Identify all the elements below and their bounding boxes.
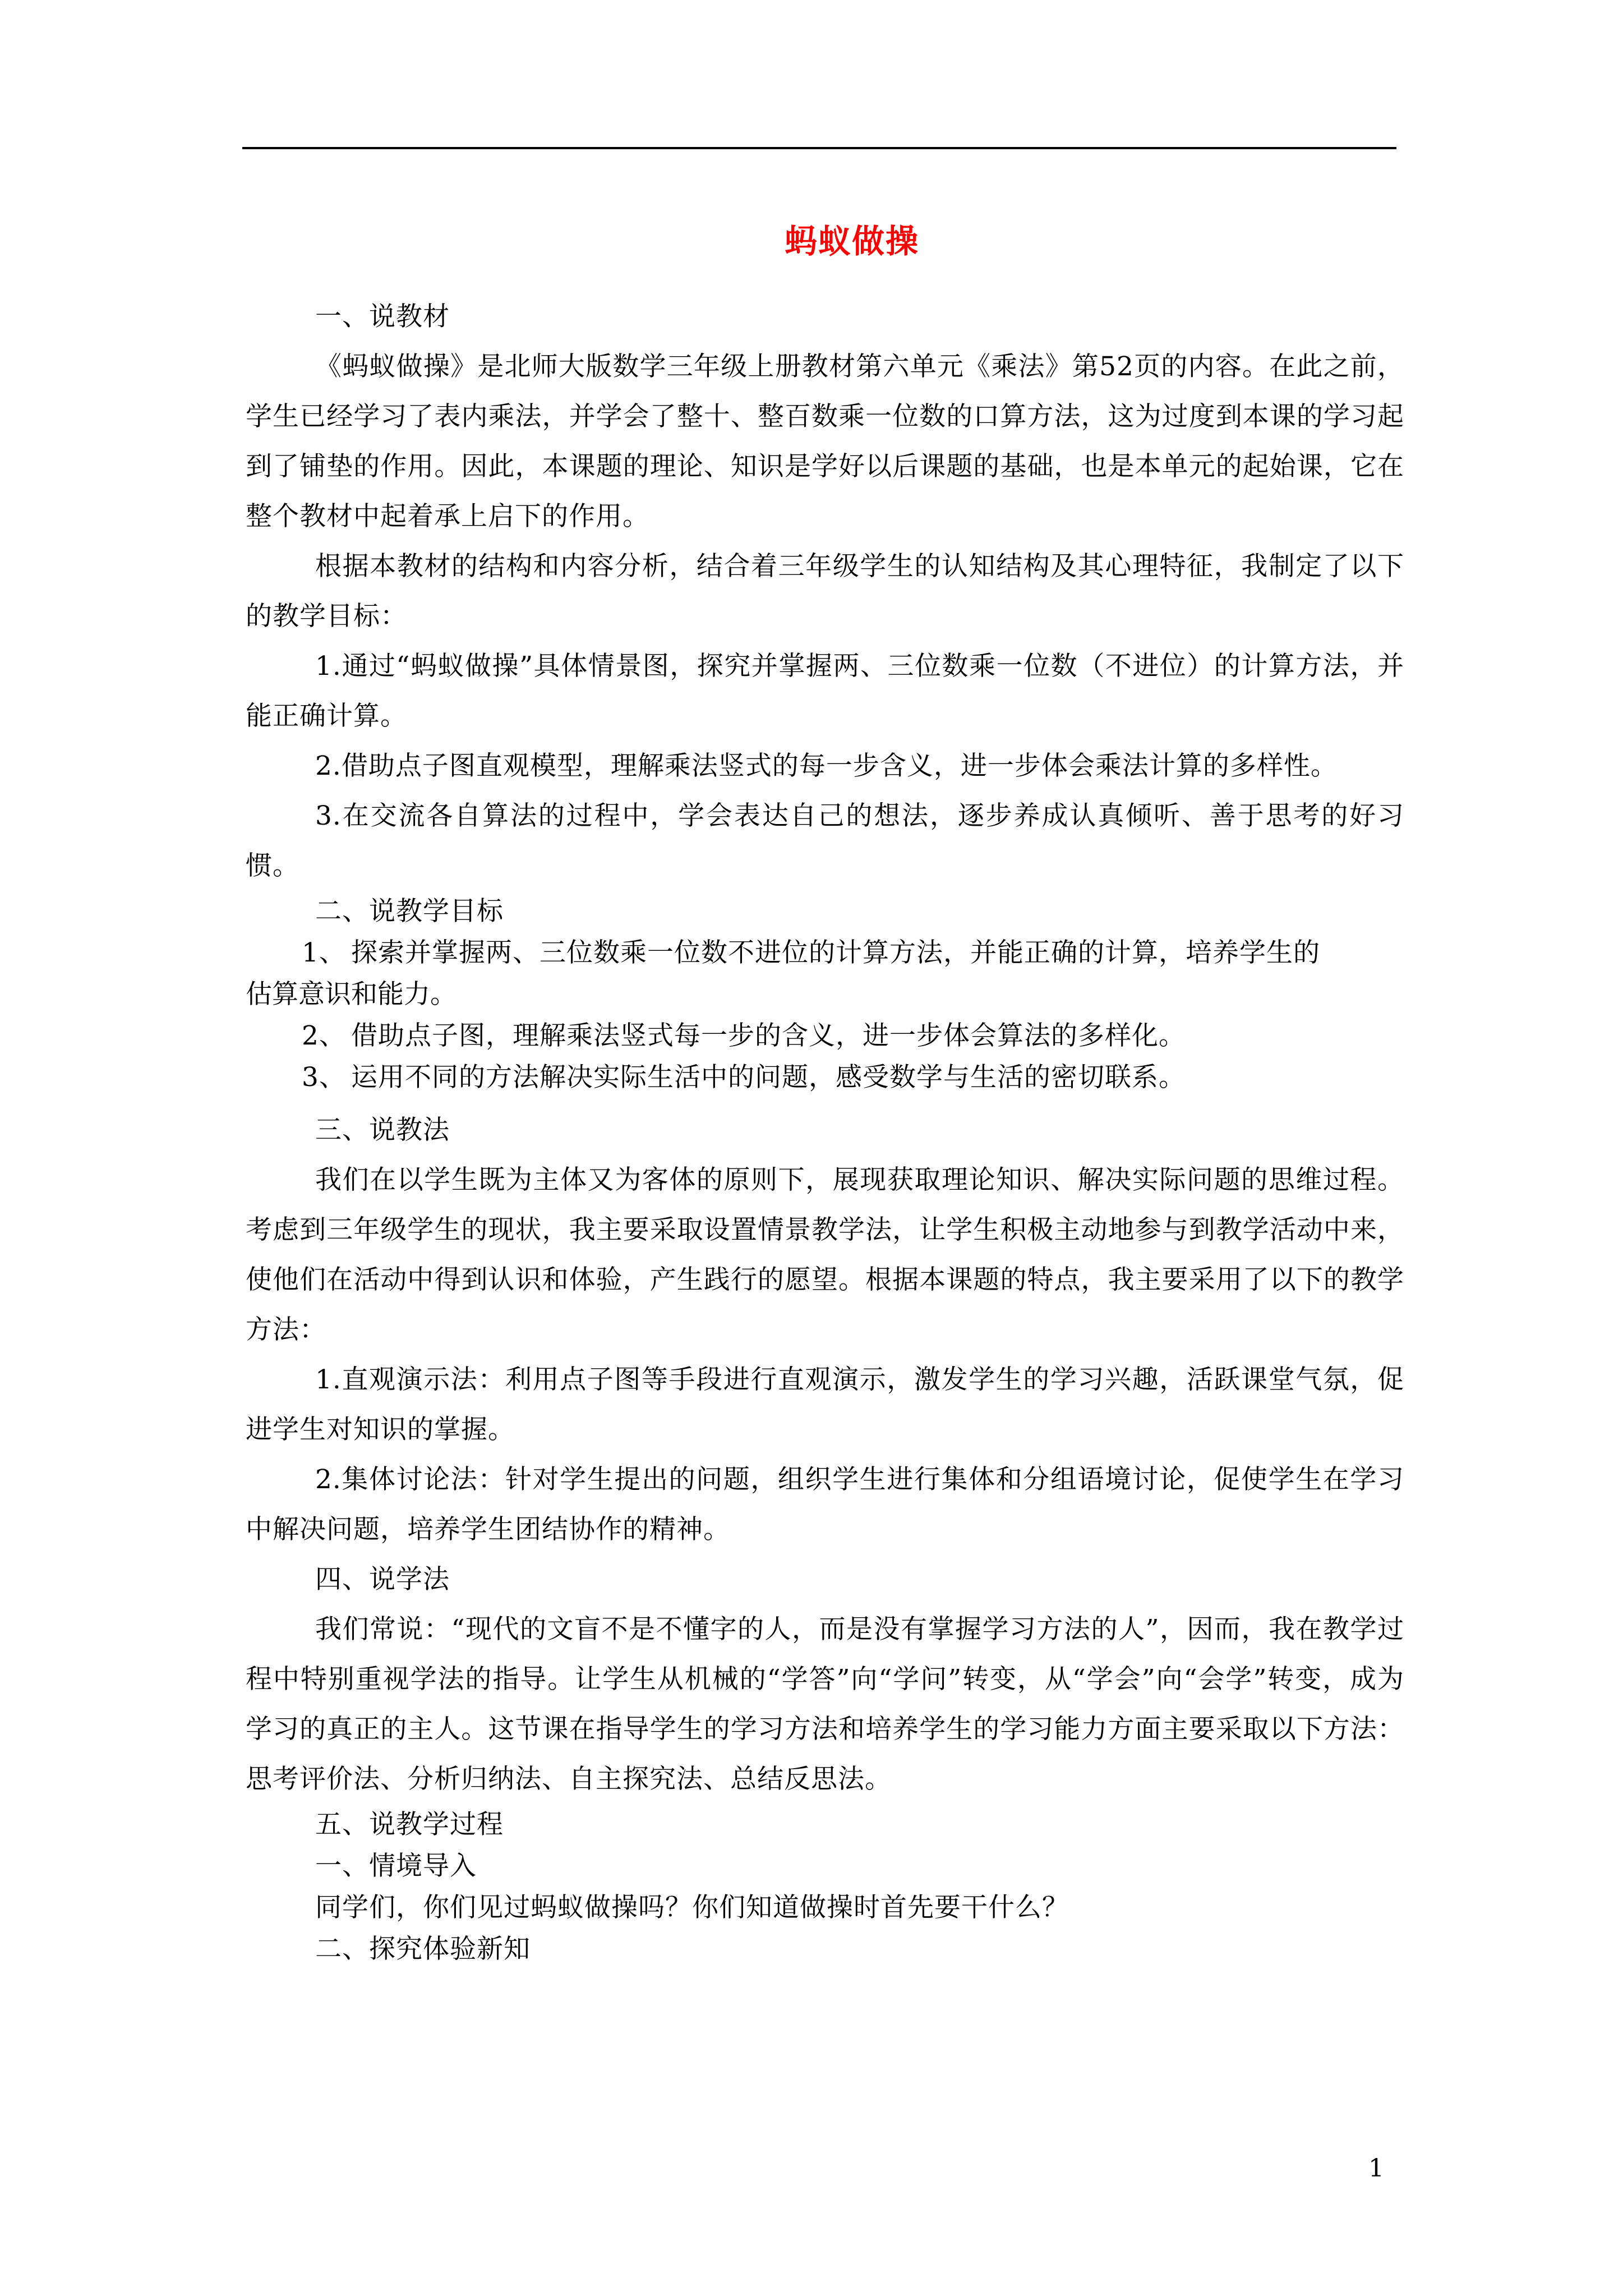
page-number: 1: [1368, 2154, 1384, 2183]
list-item: [246, 1015, 1404, 1057]
list-number: 3、: [302, 1062, 346, 1093]
paragraph: 我们在以学生既为主体又为客体的原则下，展现获取理论知识、解决实际问题的思维过程。考虑到三年级学生的现状，我主要采取设置情景教学法，让学生积极主动地参与到教学活动中来，使他们在活动中得到认识和体验，产生践行的愿望。根据本课题的特点，我主要采用了以下的教学方法：: [246, 1165, 1404, 1345]
list-number: 2、: [302, 1020, 346, 1051]
goal-item: 3.在交流各自算法的过程中，学会表达自己的想法，逐步养成认真倾听、善于思考的好习惯。: [246, 800, 1404, 881]
section-heading-1: 一、说教材: [315, 301, 450, 332]
header-rule: [242, 147, 1396, 149]
section-heading-3: 三、说教法: [315, 1115, 450, 1145]
paragraph: 我们常说：“现代的文盲不是不懂字的人，而是没有掌握学习方法的人”，因而，我在教学过程中特别重视学法的指导。让学生从机械的“学答”向“学问”转变，从“学会”向“会学”转变，成为学习的真正的主人。这节课在指导学生的学习方法和培养学生的学习能力方面主要采取以下方法：思考评价法、分析归纳法、自主探究法、总结反思法。: [246, 1614, 1404, 1795]
list-text: 运用不同的方法解决实际生活中的问题，感受数学与生活的密切联系。: [351, 1062, 1186, 1093]
paragraph: 同学们，你们见过蚂蚁做操吗？你们知道做操时首先要干什么？: [315, 1892, 1069, 1923]
section-heading-4: 四、说学法: [315, 1564, 450, 1595]
subsection-heading: 二、探究体验新知: [315, 1934, 531, 1964]
list-item-continuation: 估算意识和能力。: [246, 979, 457, 1010]
list-item: [246, 1057, 1404, 1098]
list-text: 借助点子图，理解乘法竖式每一步的含义，进一步体会算法的多样化。: [351, 1020, 1186, 1051]
document-body: [246, 292, 1404, 1970]
list-text: 探索并掌握两、三位数乘一位数不进位的计算方法，并能正确的计算，培养学生的: [351, 937, 1320, 968]
list-item: [246, 932, 1404, 974]
section-heading-2: 二、说教学目标: [315, 896, 504, 927]
paragraph: 《蚂蚁做操》是北师大版数学三年级上册教材第六单元《乘法》第52页的内容。在此之前，学生已经学习了表内乘法，并学会了整十、整百数乘一位数的口算方法，这为过度到本课的学习起到了铺垫的作用。因此，本课题的理论、知识是学好以后课题的基础，也是本单元的起始课，它在整个教材中起着承上启下的作用。: [246, 351, 1404, 532]
list-number: 1、: [302, 937, 346, 968]
paragraph: 根据本教材的结构和内容分析，结合着三年级学生的认知结构及其心理特征，我制定了以下的教学目标：: [246, 551, 1404, 632]
subsection-heading: 一、情境导入: [315, 1851, 477, 1881]
goal-item: 1.通过“蚂蚁做操”具体情景图，探究并掌握两、三位数乘一位数（不进位）的计算方法，并能正确计算。: [246, 651, 1404, 731]
document-title: 蚂蚁做操: [784, 222, 919, 260]
method-item: 1.直观演示法：利用点子图等手段进行直观演示，激发学生的学习兴趣，活跃课堂气氛，促进学生对知识的掌握。: [246, 1364, 1404, 1445]
method-item: 2.集体讨论法：针对学生提出的问题，组织学生进行集体和分组语境讨论，促使学生在学习中解决问题，培养学生团结协作的精神。: [246, 1464, 1404, 1545]
section-heading-5: 五、说教学过程: [315, 1809, 504, 1840]
goal-item: 2.借助点子图直观模型，理解乘法竖式的每一步含义，进一步体会乘法计算的多样性。: [315, 751, 1338, 781]
